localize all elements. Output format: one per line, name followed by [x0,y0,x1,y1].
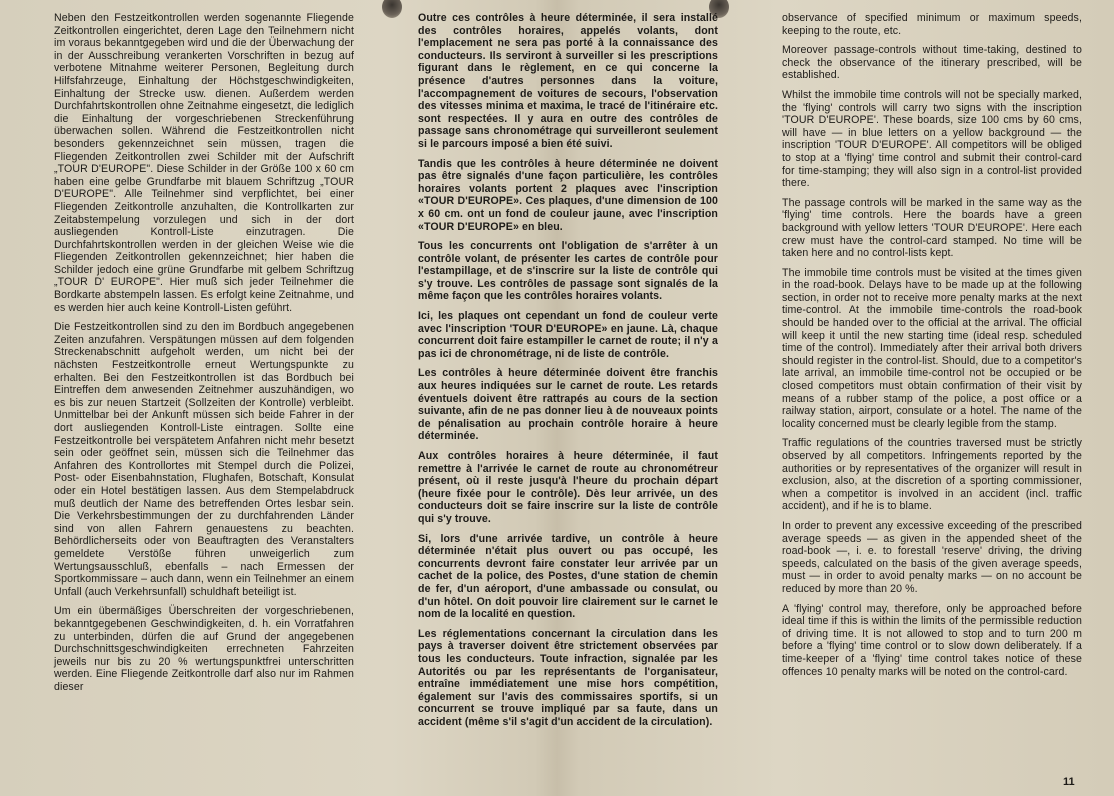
english-paragraph: Moreover passage-controls without time-taking, destined to check the observance of the itinerary prescribed, will be established. [782,44,1082,82]
binder-hole [382,0,402,18]
german-column [54,12,354,700]
english-paragraph: The immobile time controls must be visited at the times given in the road-book. Delays have to be made up at the following section, in order not to receive more penalty marks at the next time-control. At the immobile time-controls the road-book should be handed over to the official at the arrival. The official will keep it until the new starting time (ideal resp. scheduled time of the control). Immediately after their arrival both drivers should register in the control-list. Should, due to a competitor's late arrival, an immobile time-control not be occupied or be closed competitors must obtain confirmation of their visit by means of a rubber stamp of the police, a post office or a railway station, airport, consulate or a hotel. The name of the locality concerned must be clearly legible from the stamp. [782,266,1082,430]
french-column [418,12,718,735]
french-paragraph: Ici, les plaques ont cependant un fond de couleur verte avec l'inscription 'TOUR D'EUROPE» en jaune. Là, chaque concurrent doit faire estampiller le carnet de route; il n'y a pas ici de chronométrage, ni de liste de contrôle. [418,310,718,360]
english-paragraph: The passage controls will be marked in the same way as the 'flying' time controls. Here the boards have a green background with yellow letters 'TOUR D'EUROPE'. Here each crew must have the control-card stamped. No time will be taken here and no control-lists kept. [782,196,1082,260]
french-paragraph: Les réglementations concernant la circulation dans les pays à traverser doivent être strictement observées par tous les conducteurs. Toute infraction, signalée par les Autorités ou par les représentants de l'organisateur, entraîne immédiatement une mise hors compétition, également sur l'avis des commissaires sportifs, si un concurrent se trouve impliqué par sa faute, dans un accident (même s'il s'agit d'un accident de la circulation). [418,627,718,728]
french-paragraph: Si, lors d'une arrivée tardive, un contrôle à heure déterminée n'était plus ouvert ou pas occupé, les concurrents devront faire constater leur arrivée par un cachet de la police, des Postes, d'une station de chemin de fer, d'un aéroport, d'une ambassade ou consulat, ou d'un hôtel. On doit pouvoir lire clairement sur le carnet le nom de la localité en question. [418,532,718,621]
french-paragraph: Tous les concurrents ont l'obligation de s'arrêter à un contrôle volant, de présenter les cartes de contrôle pour l'estampillage, et de s'inscrire sur la liste de contrôle qui s'y trouve. Les contrôles de passage sont signalés de la même façon que les contrôles horaires volants. [418,240,718,303]
english-paragraph: observance of specified minimum or maximum speeds, keeping to the route, etc. [782,12,1082,37]
page-number: 11 [1063,776,1075,788]
english-column [782,12,1082,685]
english-paragraph: A 'flying' control may, therefore, only be approached before ideal time if this is within the limits of the permissible reduction of driving time. It is not allowed to stop and to turn 200 m before a 'flying' time control or to slow down deliberately. If a time-keeper of a 'flying' time control takes notice of these offences 10 penalty marks will be noted on the control-card. [782,602,1082,678]
german-paragraph: Neben den Festzeitkontrollen werden sogenannte Fliegende Zeitkontrollen eingerichtet, deren Lage den Teilnehmern nicht im voraus bekanntgegeben wird und die der Überwachung der in der Ausschreibung verankerten Vorschriften in bezug auf verbotene Mitnahme weiterer Personen, Begleitung durch Hilfsfahrzeuge, Einhaltung der Höchstgeschwindigkeiten, Einhaltung der Strecke usw. dienen. Außerdem werden Durchfahrtskontrollen ohne Zeitnahme eingesetzt, die lediglich die Einhaltung der vorgeschriebenen Streckenführung überwachen sollen. Während die Festzeitkontrollen nicht besonders gekennzeichnet sein müssen, tragen die Fliegenden Zeitkontrollen zwei Schilder mit der Aufschrift „TOUR D'EUROPE". Diese Schilder in der Größe 100 x 60 cm haben eine gelbe Grundfarbe mit blauem Schriftzug „TOUR D'EUROPE". Alle Teilnehmer sind verpflichtet, bei einer Fliegenden Zeitkontrolle anzuhalten, die Kontrollkarten zur Zeitabstempelung vorzulegen und sich in der dort ausliegenden Kontroll-Liste einzutragen. Die Durchfahrtskontrollen werden in der gleichen Weise wie die Fliegenden Zeitkontrollen gekennzeichnet; hier haben die Schilder jedoch eine grüne Grundfarbe mit gelbem Schriftzug „TOUR D' EUROPE". Hier muß sich jeder Teilnehmer die Bordkarte abstempeln lassen. Es erfolgt keine Zeitnahme, und es werden hier auch keine Kontroll-Listen geführt. [54,12,354,314]
german-paragraph: Die Festzeitkontrollen sind zu den im Bordbuch angegebenen Zeiten anzufahren. Verspätungen müssen auf dem folgenden Streckenabschnitt aufgeholt werden, um nicht bei der nächsten Festzeitkontrolle erneut Wertungspunkte zu erhalten. Bei den Festzeitkontrollen ist das Bordbuch bei Eintreffen dem anwesenden Zeitnehmer auszuhändigen, wo es bis zur neuen Startzeit (Sollzeiten der Kontrolle) verbleibt. Unmittelbar bei der Ankunft müssen sich beide Fahrer in der dort ausliegenden Kontroll-Liste eintragen. Sollte eine Festzeitkontrolle bei verspätetem Anfahren nicht mehr besetzt sein oder geöffnet sein, müssen sich die Teilnehmer das Anfahren des Kontrollortes mit Stempel durch die Polizei, Post- oder Eisenbahnstation, Flughafen, Botschaft, Konsulat oder ein Hotel bestätigen lassen. Aus dem Stempelabdruck muß deutlich der Name des betreffenden Ortes lesbar sein. Die Verkehrsbestimmungen der zu durchfahrenden Länder sind von allen Fahrern genauestens zu beachten. Behördlicherseits oder von Beauftragten des Veranstalters gemeldete Verstöße führen unweigerlich zum Wertungsausschluß, ebenfalls – nach Ermessen der Sportkommissare – auch dann, wenn ein Teilnehmer an einem Unfall (auch Verkehrsunfall) schuldhaft beteiligt ist. [54,321,354,598]
french-paragraph: Les contrôles à heure déterminée doivent être franchis aux heures indiquées sur le carnet de route. Les retards éventuels doivent être rattrapés au cours de la section suivante, afin de ne pas donner lieu à de nouveaux points de pénalisation au prochain contrôle horaire à heure déterminée. [418,367,718,443]
french-paragraph: Outre ces contrôles à heure déterminée, il sera installé des contrôles horaires, appelés volants, dont l'emplacement ne sera pas porté à la connaissance des conducteurs. Ils serviront à surveiller si les prescriptions figurant dans le règlement, en ce qui concerne la présence d'autres personnes dans la voiture, l'accompagnement de voitures de secours, l'observation des vitesses minima et maxima, le tracé de l'itinéraire etc. sont respectées. Il y aura en outre des contrôles de passage sans chronométrage qui surveilleront seulement si le parcours imposé a bien été suivi. [418,12,718,150]
german-paragraph: Um ein übermäßiges Überschreiten der vorgeschriebenen, bekanntgegebenen Geschwindigkeiten, d. h. ein Vorratfahren zu unterbinden, dürfen die auf Grund der angegebenen Durchschnittsgeschwindigkeiten errechneten Fahrzeiten jeweils nur bis zu 20 % wertungspunktfrei unterschritten werden. Eine Fliegende Zeitkontrolle darf also nur im Rahmen dieser [54,605,354,693]
french-paragraph: Aux contrôles horaires à heure déterminée, il faut remettre à l'arrivée le carnet de route au chronométreur présent, où il reste jusqu'à l'heure du prochain départ (heure fixée pour le contrôle). Dès leur arrivée, un des conducteurs doit se faire inscrire sur la liste de contrôle qui s'y trouve. [418,450,718,525]
english-paragraph: In order to prevent any excessive exceeding of the prescribed average speeds — as given in the appended sheet of the road-book —, i. e. to forestall 'reserve' driving, the driving speeds, calculated on the basis of the given average speeds, must — in order to avoid penalty marks — on no account be reduced by more than 20 %. [782,519,1082,595]
english-paragraph: Traffic regulations of the countries traversed must be strictly observed by all competitors. Infringements reported by the authorities or by representatives of the organizer will result in exclusion, also, at the discretion of a sporting commissioner, when a competitor is involved in an accident (incl. traffic accident), and if he is to blame. [782,437,1082,513]
french-paragraph: Tandis que les contrôles à heure déterminée ne doivent pas être signalés d'une façon particulière, les contrôles horaires volants portent 2 plaques avec l'inscription «TOUR D'EUROPE». Ces plaques, d'une dimension de 100 x 60 cm. ont un fond de couleur jaune, avec l'inscription «TOUR D'EUROPE» en bleu. [418,157,718,233]
english-paragraph: Whilst the immobile time controls will not be specially marked, the 'flying' controls will carry two signs with the inscription 'TOUR D'EUROPE'. These boards, size 100 cms by 60 cms, will have — in blue letters on a yellow background — the inscription 'TOUR D'EUROPE'. All competitors will be obliged to stop at a 'flying' time control and submit their control-card for time-stamping; they will also sign in a control-list provided there. [782,88,1082,190]
